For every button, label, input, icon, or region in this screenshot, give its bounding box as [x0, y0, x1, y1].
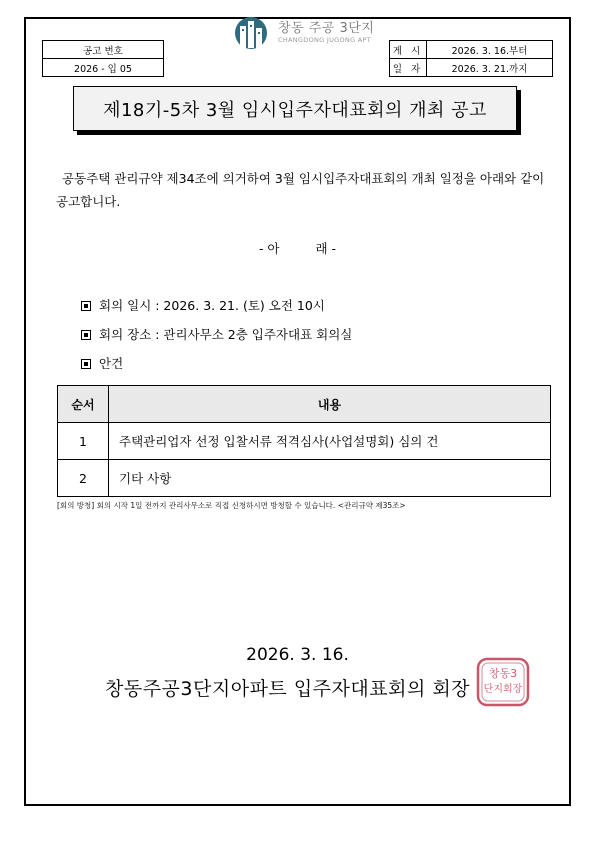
- post-end-label: 일 자: [390, 59, 427, 77]
- post-end-value: 2026. 3. 21.까지: [427, 59, 553, 77]
- agenda-label: 안건: [99, 356, 124, 371]
- meeting-place: 회의 장소 : 관리사무소 2층 입주자대표 회의실: [99, 327, 353, 342]
- agenda-header-content: 내용: [109, 386, 551, 423]
- agenda-row-content: 기타 사항: [109, 460, 551, 497]
- agenda-header-order: 순서: [58, 386, 109, 423]
- below-heading-left: - 아: [258, 241, 280, 256]
- agenda-row-content: 주택관리업자 선정 입찰서류 적격심사(사업설명회) 심의 건: [109, 423, 551, 460]
- notice-number-label: 공고 번호: [43, 41, 164, 59]
- intro-paragraph: 공동주택 관리규약 제34조에 의거하여 3월 임시입주자대표회의 개최 일정을 아래와 같이 공고합니다.: [56, 171, 545, 209]
- svg-text:창동3: 창동3: [488, 667, 518, 680]
- observer-footnote: [회의 방청] 회의 시작 1일 전까지 관리사무소로 직접 신청하시면 방청할 수 있습니다. <관리규약 제35조>: [57, 501, 406, 510]
- post-date-table: [389, 40, 553, 77]
- list-item: [81, 354, 123, 372]
- signature-line: 창동주공3단지아파트 입주자대표회의 회장: [105, 678, 471, 700]
- list-item: [81, 325, 352, 343]
- page-title: 제18기-5차 3월 임시입주자대표회의 개최 공고: [103, 99, 487, 121]
- table-row: [58, 460, 551, 497]
- below-heading-right: 래 -: [315, 241, 337, 256]
- square-bullet-icon: [81, 359, 91, 369]
- agenda-header-row: [58, 386, 551, 423]
- post-start-value: 2026. 3. 16.부터: [427, 41, 553, 59]
- below-heading: [0, 239, 595, 257]
- building-logo-icon: [230, 16, 272, 50]
- square-bullet-icon: [81, 330, 91, 340]
- official-seal-icon: [475, 656, 531, 708]
- title-panel: [73, 86, 517, 131]
- logo-name-korean: 창동 주공 3단지: [278, 20, 375, 36]
- meeting-datetime: 회의 일시 : 2026. 3. 21. (토) 오전 10시: [99, 298, 325, 313]
- list-item: [81, 296, 325, 314]
- logo-name-english: CHANGDONG JUGONG APT: [278, 35, 371, 44]
- agenda-row-number: 1: [58, 423, 109, 460]
- apartment-logo: [230, 16, 374, 50]
- notice-number-value: 2026 - 입 05: [43, 59, 164, 77]
- notice-number-table: [42, 40, 164, 77]
- notice-date: 2026. 3. 16.: [246, 645, 349, 665]
- svg-text:단지회장: 단지회장: [483, 684, 523, 695]
- table-row: [58, 423, 551, 460]
- agenda-table: [57, 385, 551, 497]
- square-bullet-icon: [81, 301, 91, 311]
- post-start-label: 게 시: [390, 41, 427, 59]
- title-box: [73, 86, 521, 135]
- agenda-row-number: 2: [58, 460, 109, 497]
